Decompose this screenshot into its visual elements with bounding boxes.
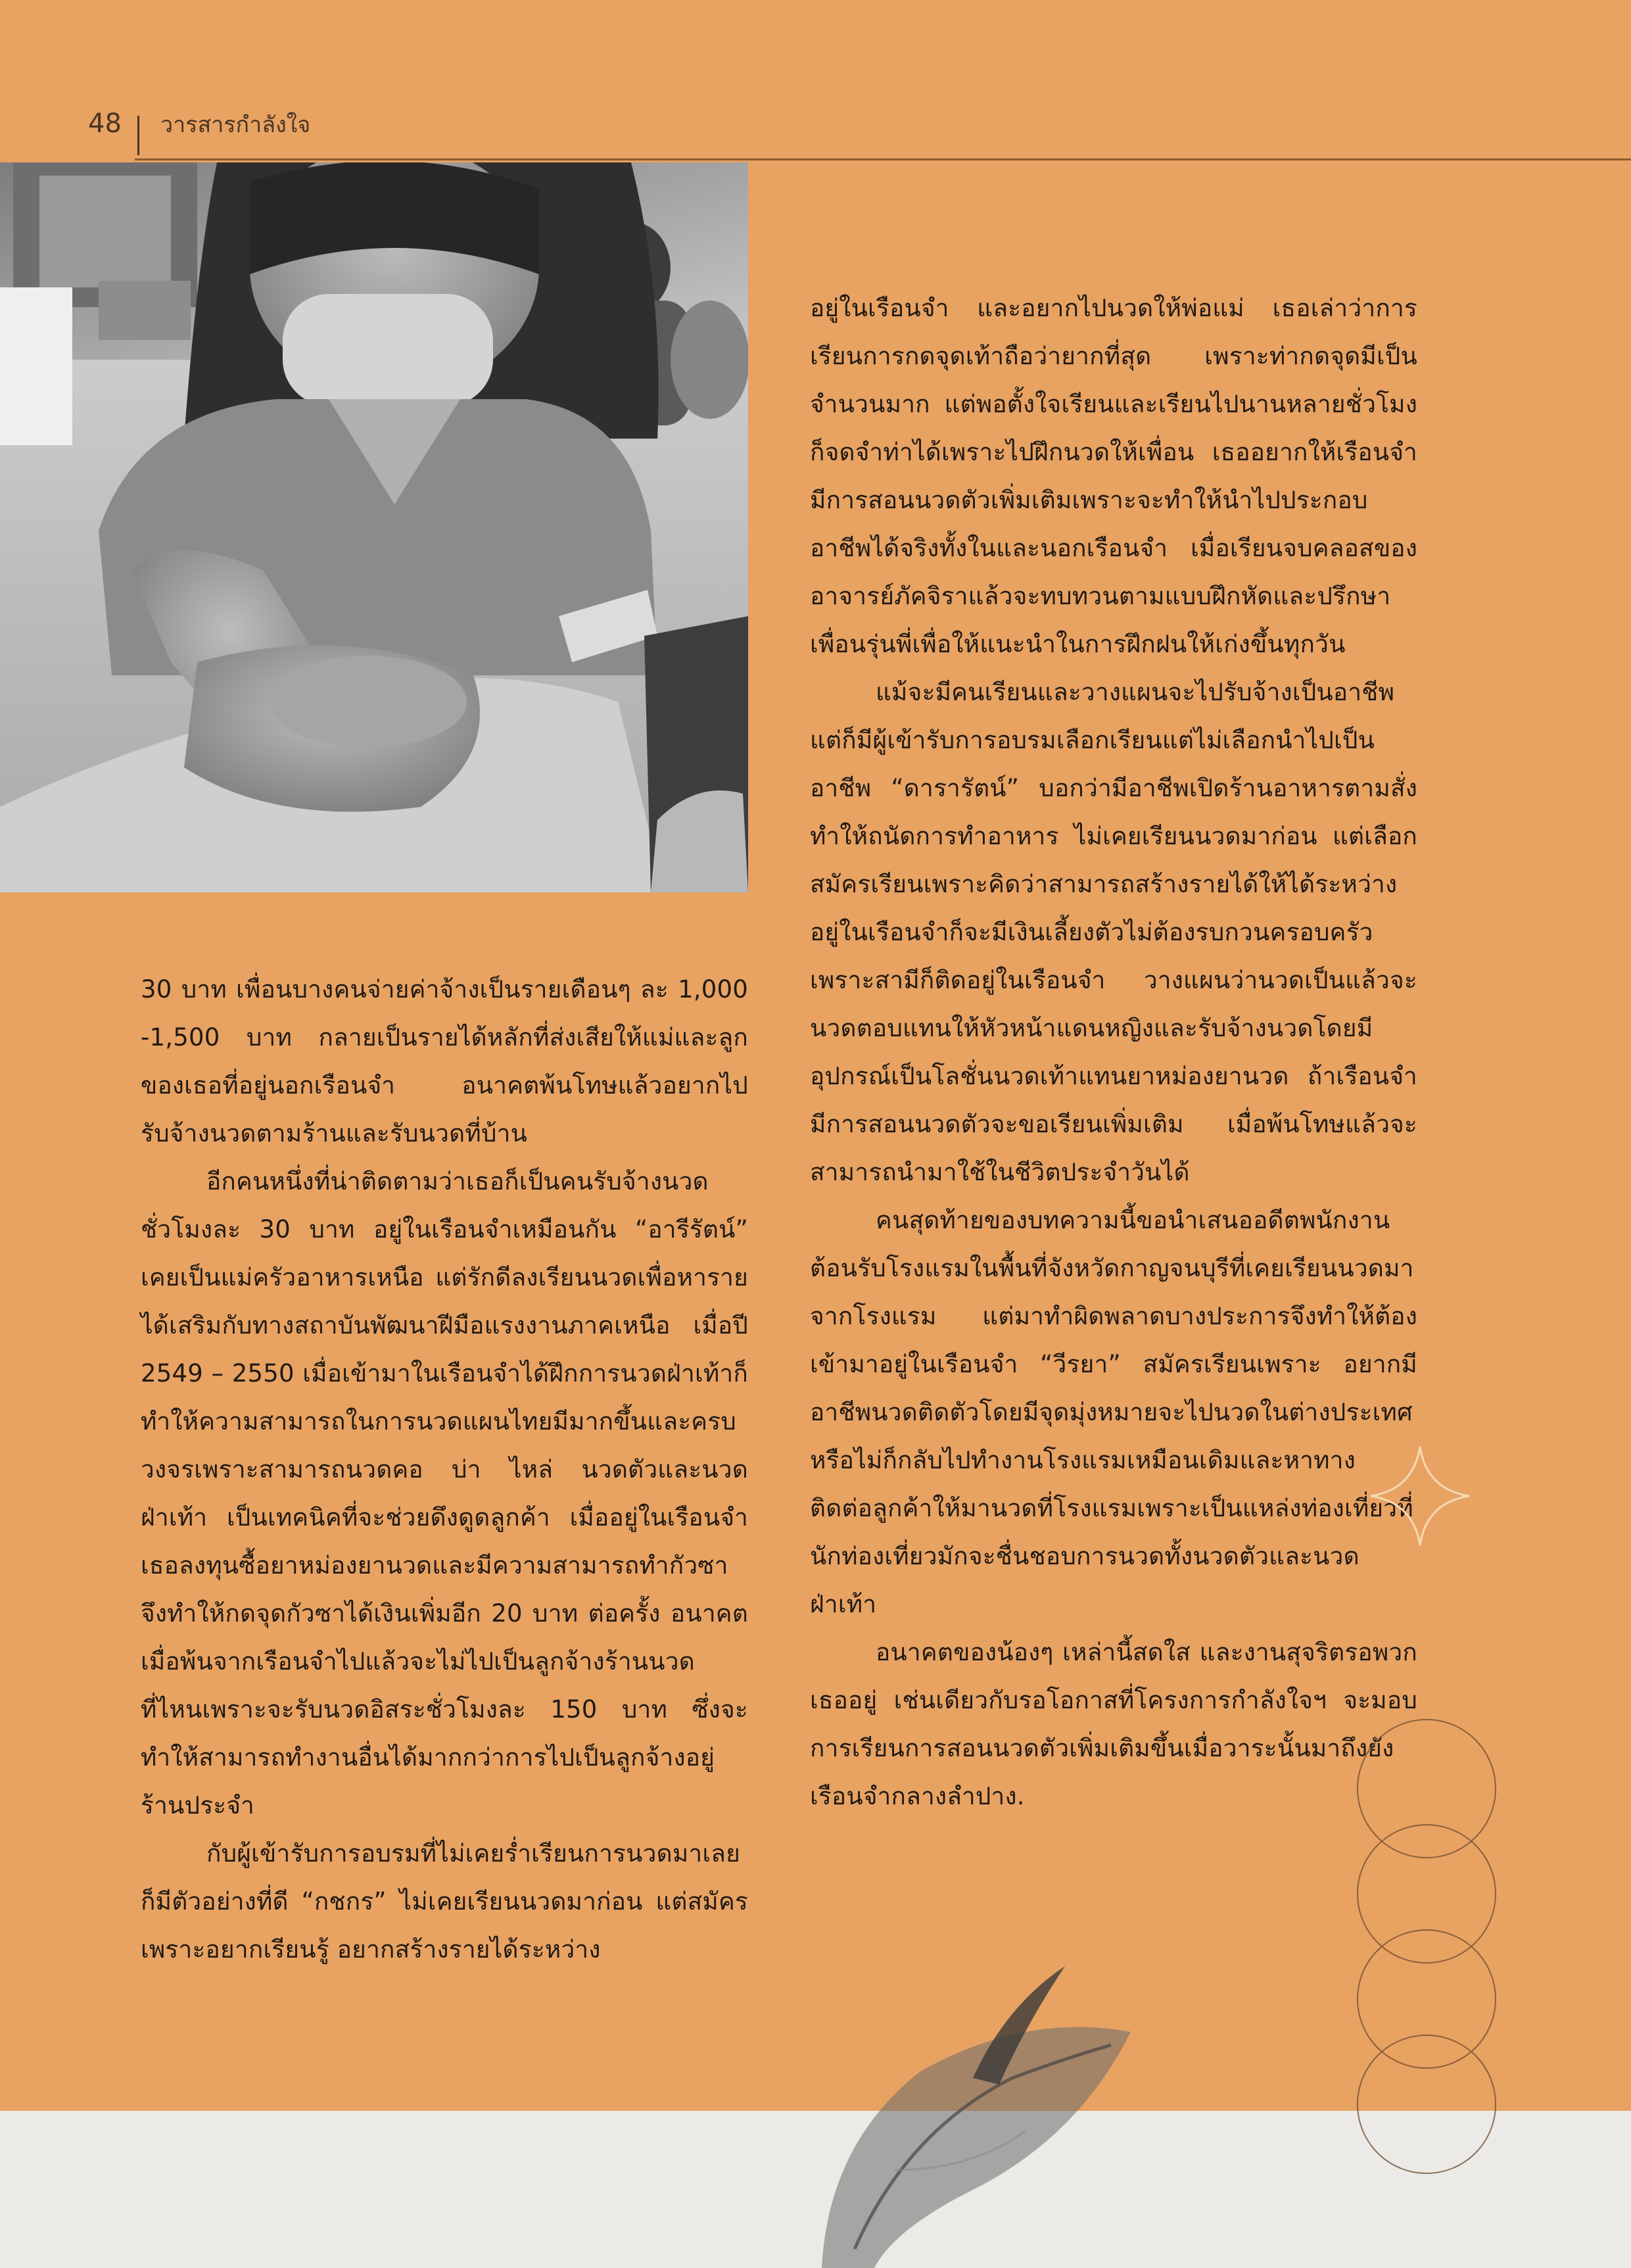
left-paragraph-2: อีกคนหนึ่งที่น่าติดตามว่าเธอก็เป็นคนรับจ้างนวดชั่วโมงละ 30 บาท อยู่ในเรือนจำเหมือนกัน “อารีรัตน์” เคยเป็นแม่ครัวอาหารเหนือ แต่รักดีลงเรียนนวดเพื่อหารายได้เสริมกับทางสถาบันพัฒนาฝีมือแรงงานภาคเหนือ เมื่อปี 2549 – 2550 เมื่อเข้ามาในเรือนจำได้ฝึกการนวดฝ่าเท้าก็ทำให้ความสามารถในการนวดแผนไทยมีมากขึ้นและครบวงจรเพราะสามารถนวดคอ บ่า ไหล่ นวดตัวและนวดฝ่าเท้า เป็นเทคนิคที่จะช่วยดึงดูดลูกค้า เมื่ออยู่ในเรือนจำเธอลงทุนซื้อยาหม่องยานวดและมีความสามารถทำกัวซาจึงทำให้กดจุดกัวซาได้เงินเพิ่มอีก 20 บาท ต่อครั้ง อนาคตเมื่อพ้นจากเรือนจำไปแล้วจะไม่ไปเป็นลูกจ้างร้านนวดที่ไหนเพราะจะรับนวดอิสระชั่วโมงละ 150 บาท ซึ่งจะทำให้สามารถทำงานอื่นได้มากกว่าการไปเป็นลูกจ้างอยู่ร้านประจำ xyxy=(141,1167,748,1820)
right-paragraph-3: คนสุดท้ายของบทความนี้ขอนำเสนออดีตพนักงานต้อนรับโรงแรมในพื้นที่จังหวัดกาญจนบุรีที่เคยเรียนนวดมาจากโรงแรม แต่มาทำผิดพลาดบางประการจึงทำให้ต้องเข้ามาอยู่ในเรือนจำ “วีรยา” สมัครเรียนเพราะ อยากมีอาชีพนวดติดตัวโดยมีจุดมุ่งหมายจะไปนวดในต่างประเทศ หรือไม่ก็กลับไปทำงานโรงแรมเหมือนเดิมและหาทางติดต่อลูกค้าให้มานวดที่โรงแรมเพราะเป็นแหล่งท่องเที่ยวที่นักท่องเที่ยวมักจะชื่นชอบการนวดทั้งนวดตัวและนวดฝ่าเท้า xyxy=(810,1206,1417,1618)
massage-photo-icon xyxy=(0,162,748,892)
right-paragraph-1: อยู่ในเรือนจำ และอยากไปนวดให้พ่อแม่ เธอเล่าว่าการเรียนการกดจุดเท้าถือว่ายากที่สุด เพราะท่ากดจุดมีเป็นจำนวนมาก แต่พอตั้งใจเรียนและเรียนไปนานหลายชั่วโมงก็จดจำท่าได้เพราะไปฝึกนวดให้เพื่อน เธออยากให้เรือนจำมีการสอนนวดตัวเพิ่มเติมเพราะจะทำให้นำไปประกอบอาชีพได้จริงทั้งในและนอกเรือนจำ เมื่อเรียนจบคลอสของอาจารย์ภัคจิราแล้วจะทบทวนตามแบบฝึกหัดและปรึกษาเพื่อนรุ่นพี่เพื่อให้แนะนำในการฝึกฝนให้เก่งขึ้นทุกวัน xyxy=(810,294,1417,658)
header-rule xyxy=(135,158,1631,160)
left-paragraph-3: กับผู้เข้ารับการอบรมที่ไม่เคยร่ำเรียนการนวดมาเลยก็มีตัวอย่างที่ดี “กชกร” ไม่เคยเรียนนวดมาก่อน แต่สมัครเพราะอยากเรียนรู้ อยากสร้างรายได้ระหว่าง xyxy=(141,1839,748,1964)
right-column xyxy=(810,284,1417,1820)
left-column xyxy=(141,965,748,1973)
massage-photo xyxy=(0,162,748,892)
right-paragraph-2: แม้จะมีคนเรียนและวางแผนจะไปรับจ้างเป็นอาชีพ แต่ก็มีผู้เข้ารับการอบรมเลือกเรียนแต่ไม่เลือกนำไปเป็นอาชีพ “ดารารัตน์” บอกว่ามีอาชีพเปิดร้านอาหารตามสั่งทำให้ถนัดการทำอาหาร ไม่เคยเรียนนวดมาก่อน แต่เลือกสมัครเรียนเพราะคิดว่าสามารถสร้างรายได้ให้ได้ระหว่างอยู่ในเรือนจำก็จะมีเงินเลี้ยงตัวไม่ต้องรบกวนครอบครัวเพราะสามีก็ติดอยู่ในเรือนจำ วางแผนว่านวดเป็นแล้วจะนวดตอบแทนให้หัวหน้าแดนหญิงและรับจ้างนวดโดยมีอุปกรณ์เป็นโลชั่นนวดเท้าแทนยาหม่องยานวด ถ้าเรือนจำมีการสอนนวดตัวจะขอเรียนเพิ่มเติม เมื่อพ้นโทษแล้วจะสามารถนำมาใช้ในชีวิตประจำวันได้ xyxy=(810,678,1417,1186)
magazine-title: วารสารกำลังใจ xyxy=(160,112,311,138)
right-paragraph-4: อนาคตของน้องๆ เหล่านี้สดใส และงานสุจริตรอพวกเธออยู่ เช่นเดียวกับรอโอกาสที่โครงการกำลังใจฯ จะมอบการเรียนการสอนนวดตัวเพิ่มเติมขึ้นเมื่อวาระนั้นมาถึงยังเรือนจำกลางลำปาง. xyxy=(810,1638,1417,1810)
page-number: 48 xyxy=(88,109,122,139)
bottom-band xyxy=(0,2111,1631,2268)
header-separator xyxy=(137,116,139,155)
left-paragraph-1: 30 บาท เพื่อนบางคนจ่ายค่าจ้างเป็นรายเดือนๆ ละ 1,000 -1,500 บาท กลายเป็นรายได้หลักที่ส่งเสียให้แม่และลูกของเธอที่อยู่นอกเรือนจำ อนาคตพ้นโทษแล้วอยากไปรับจ้างนวดตามร้านและรับนวดที่บ้าน xyxy=(141,975,748,1147)
